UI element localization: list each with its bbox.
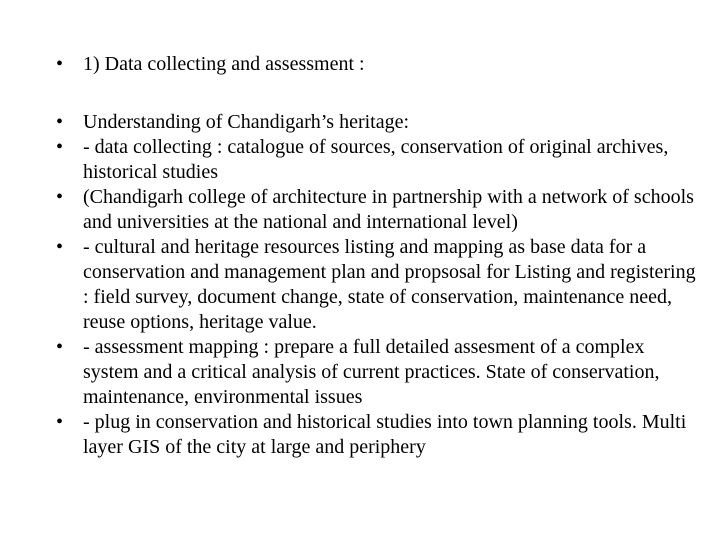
list-item-text: (Chandigarh college of architecture in partnership with a network of schools and universities at the national and international level) [83,186,694,233]
list-item-text: - assessment mapping : prepare a full detailed assesment of a complex system and a critical analysis of current practices. State of conservation, maintenance, environmental issues [83,336,660,408]
bullet-icon: • [56,53,64,75]
list-item [56,135,696,185]
list-item [56,335,696,410]
section-heading [56,52,696,77]
list-item [56,185,696,235]
list-item-text: Understanding of Chandigarh’s heritage: [83,111,410,133]
bullet-icon: • [56,136,64,158]
bullet-icon: • [56,186,64,208]
bullet-icon: • [56,236,64,258]
list-item [56,410,696,460]
bullet-icon: • [56,411,64,433]
list-item-text: - data collecting : catalogue of sources, conservation of original archives, historical studies [83,136,669,183]
list-item-text: - cultural and heritage resources listing and mapping as base data for a conservation and management plan and propsosal for Listing and registering : field survey, document change, state of conservation, maintenance need, reuse options, heritage value. [83,236,696,333]
list-item-text: - plug in conservation and historical studies into town planning tools. Multi layer GIS of the city at large and periphery [83,411,687,458]
bullet-icon: • [56,111,64,133]
section-heading-text: 1) Data collecting and assessment : [83,53,365,75]
bullet-icon: • [56,336,64,358]
bullet-list [56,110,696,460]
list-item [56,235,696,335]
list-item [56,110,696,135]
